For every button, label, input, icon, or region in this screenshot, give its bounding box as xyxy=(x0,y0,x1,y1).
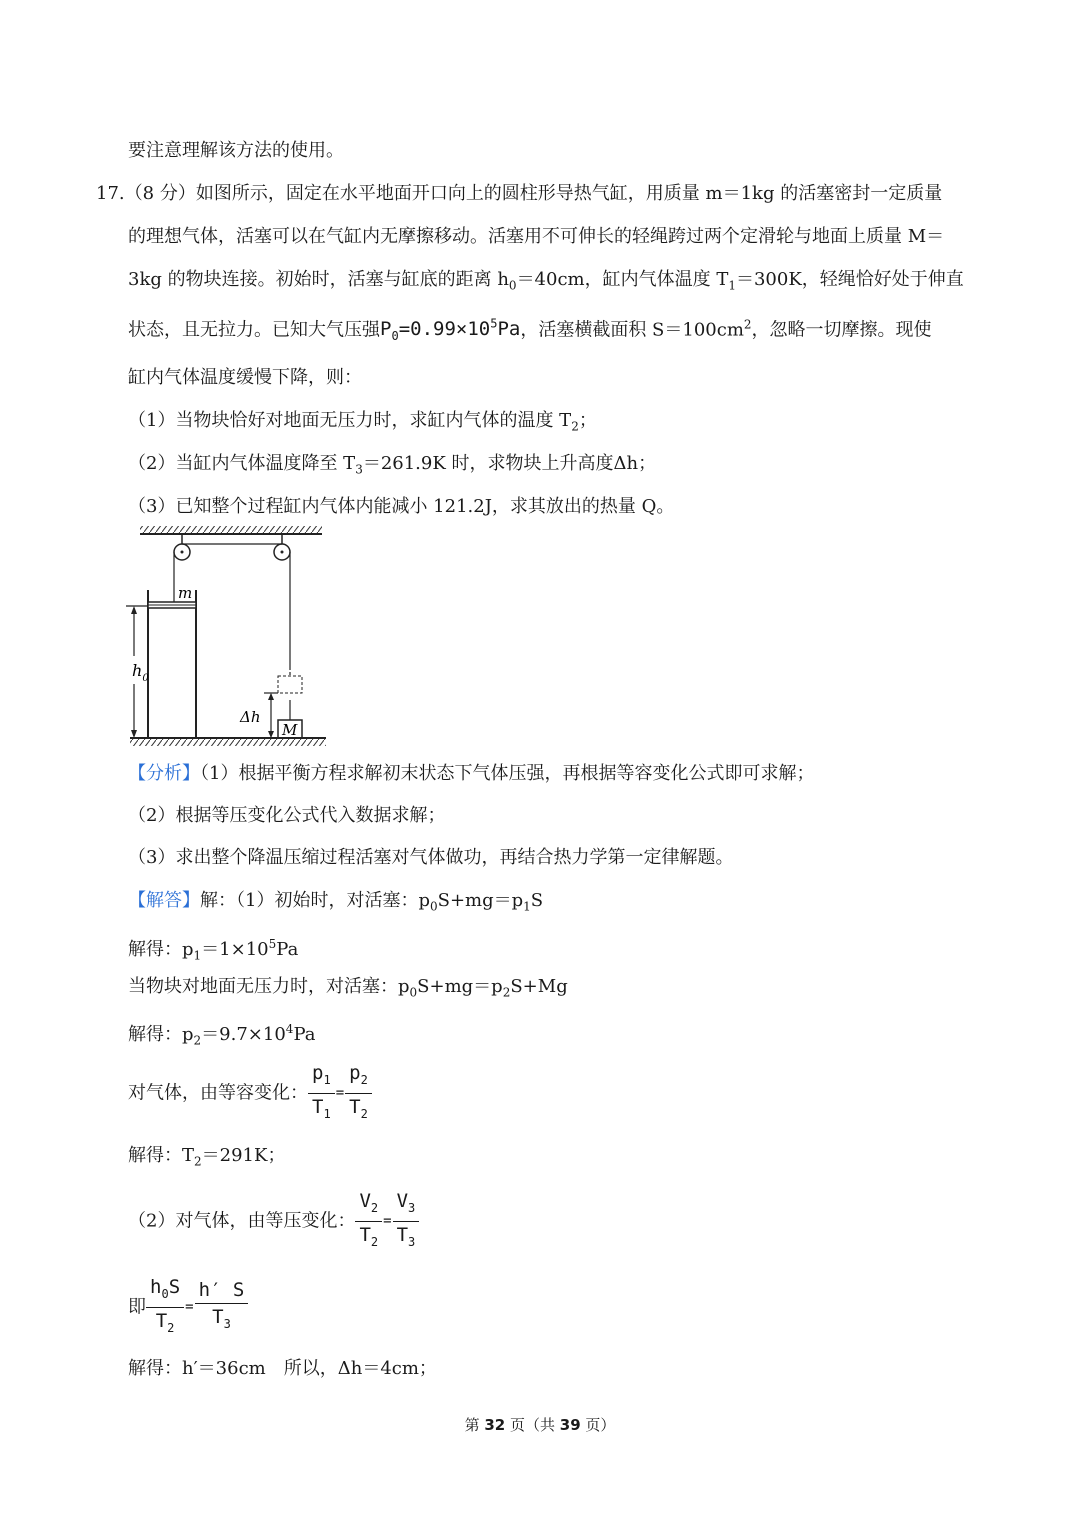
answer-line-4: 解得：$p_2=9.7\times 10^4Pa$ xyxy=(128,1022,316,1048)
analysis-line-1: 【分析】（1）根据平衡方程求解初末状态下气体压强，再根据等容变化公式即可求解； xyxy=(128,763,815,784)
fraction-v3-t3: $\frac{V_3}{T_3}$ xyxy=(393,1190,420,1253)
page-number: 32 xyxy=(484,1416,506,1434)
fraction-v2-t2: $\frac{V_2}{T_2}$ xyxy=(355,1190,382,1253)
question-line-2: 的理想气体，活塞可以在气缸内无摩擦移动。活塞用不可伸长的轻绳跨过两个定滑轮与地面上质量 M＝ xyxy=(128,226,945,247)
ceiling xyxy=(140,526,322,534)
question-line-3: 3kg 的物块连接。初始时，活塞与缸底的距离 $h_0=40cm$，缸内气体温度 $T_1=300K$，轻绳恰好处于伸直 xyxy=(128,269,964,293)
question-line-4: 状态，且无拉力。已知大气压强$P_0=0.99\times 10^5Pa$，活塞横截面积 $S=100cm^2$，忽略一切摩擦。现使 xyxy=(128,317,932,344)
cylinder xyxy=(148,590,196,738)
pulley-left-icon xyxy=(174,544,190,560)
sub-question-1: （1）当物块恰好对地面无压力时，求缸内气体的温度 $T_2$； xyxy=(128,410,597,434)
question-number-line: 17.（8 分）如图所示，固定在水平地面开口向上的圆柱形导热气缸，用质量 m＝1kg 的活塞密封一定质量 xyxy=(96,183,943,204)
answer-tag: 【解答】 xyxy=(128,890,200,911)
fraction-h0s-t2: $\frac{h_0S}{T_2}$ xyxy=(146,1276,184,1339)
answer-line-6: 解得：$T_2=291K$； xyxy=(128,1145,286,1169)
answer-line-7: （2）对气体，由等压变化： $\frac{V_2}{T_2}$ = $\frac{V_3}{T_3}$ xyxy=(128,1190,419,1253)
answer-line-8: 即 $\frac{h_0S}{T_2}$ = $\frac{h' S}{T_3}$ xyxy=(128,1276,248,1339)
dh-dimension xyxy=(264,693,278,738)
label-m: m xyxy=(178,584,193,602)
label-dh: Δh xyxy=(240,708,261,726)
top-line: 要注意理解该方法的使用。 xyxy=(128,140,344,161)
fraction-p2-t2: $\frac{p_2}{T_2}$ xyxy=(345,1062,372,1125)
label-M: M xyxy=(282,721,298,739)
answer-line-3: 当物块对地面无压力时，对活塞：$p_0S+mg=p_2S+Mg$ xyxy=(128,976,568,1000)
page-total: 39 xyxy=(559,1416,581,1434)
sub-question-3: （3）已知整个过程缸内气体内能减小 121.2J，求其放出的热量 Q。 xyxy=(128,496,675,517)
analysis-line-3: （3）求出整个降温压缩过程活塞对气体做功，再结合热力学第一定律解题。 xyxy=(128,847,734,868)
block-raised-dashed xyxy=(278,676,302,693)
answer-line-5: 对气体，由等容变化： $\frac{p_1}{T_1}$ = $\frac{p_2}{T_2}$ xyxy=(128,1062,372,1125)
answer-line-9: 解得：h′＝36cm 所以，Δh＝4cm； xyxy=(128,1358,437,1379)
analysis-tag: 【分析】 xyxy=(128,763,200,784)
analysis-line-2: （2）根据等压变化公式代入数据求解； xyxy=(128,805,446,826)
question-line-5: 缸内气体温度缓慢下降，则： xyxy=(128,367,362,388)
p0-formula: $P_0=0.99\times 10^5Pa$ xyxy=(380,317,521,344)
ground xyxy=(130,738,326,746)
label-h0: $h_0$ xyxy=(132,661,149,684)
answer-line-1: 【解答】解：（1）初始时，对活塞：$p_0S+mg=p_1S$ xyxy=(128,890,544,914)
pulley-right-icon xyxy=(274,544,290,560)
fraction-p1-t1: $\frac{p_1}{T_1}$ xyxy=(308,1062,335,1125)
piston xyxy=(148,602,196,608)
cylinder-pulley-figure xyxy=(126,524,326,748)
sub-question-2: （2）当缸内气体温度降至 $T_3=261.9K$ 时，求物块上升高度Δh； xyxy=(128,453,657,477)
fraction-hs-t3: $\frac{h' S}{T_3}$ xyxy=(195,1279,249,1335)
page-footer: 第 32 页（共 39 页） xyxy=(464,1416,616,1434)
answer-line-2: 解得：$p_1=1\times 10^5Pa$ xyxy=(128,937,299,963)
